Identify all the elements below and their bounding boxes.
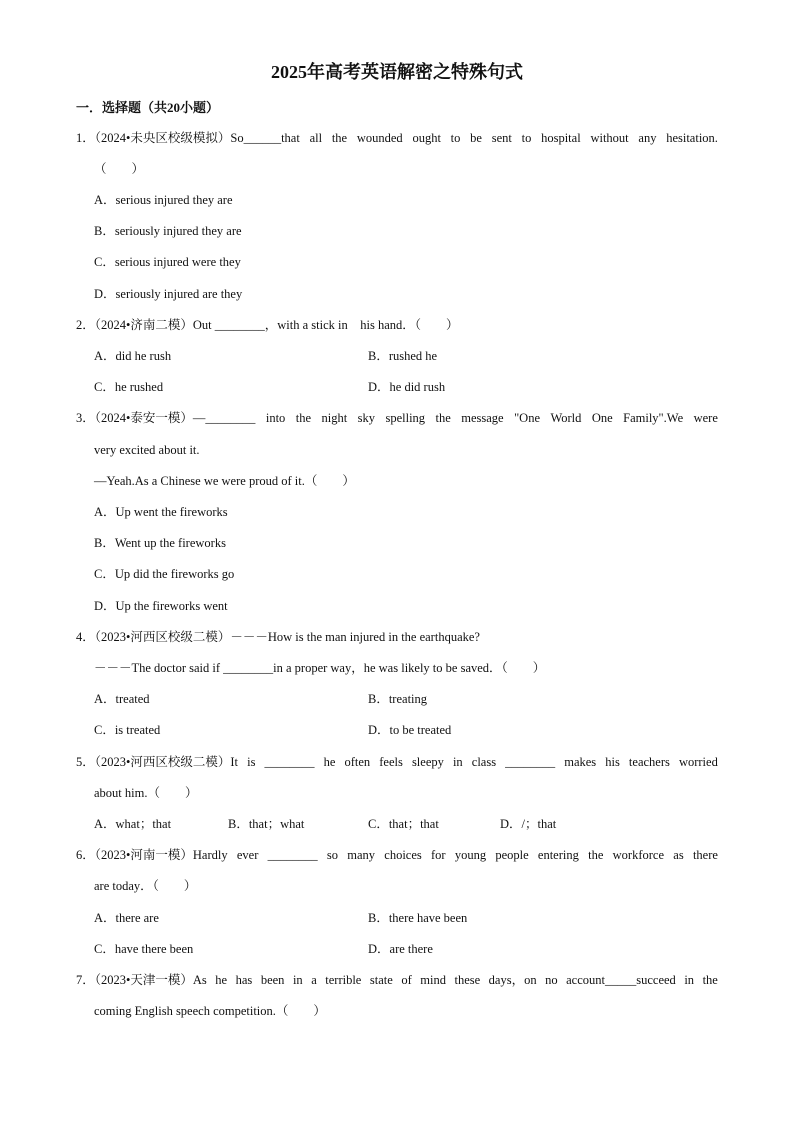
question-3-reply: —Yeah.As a Chinese we were proud of it.（ ） bbox=[94, 474, 355, 488]
question-1-option-d[interactable]: D．seriously injured are they bbox=[94, 287, 243, 301]
question-5-option-b[interactable]: B．that；what bbox=[228, 817, 305, 831]
question-5-stem-continued: about him.（ ） bbox=[94, 786, 198, 800]
question-3-option-d[interactable]: D．Up the fireworks went bbox=[94, 599, 228, 613]
question-2-option-d[interactable]: D．he did rush bbox=[368, 380, 446, 394]
question-1-option-c[interactable]: C．serious injured were they bbox=[94, 255, 241, 269]
question-5-stem: 5．（2023•河西区校级二模）It is ________ he often feels sleepy in class ________ makes his teachers worried bbox=[76, 755, 718, 769]
question-7-stem-continued: coming English speech competition.（ ） bbox=[94, 1004, 326, 1018]
question-3-stem-continued: very excited about it. bbox=[94, 443, 200, 457]
question-1-option-b[interactable]: B．seriously injured they are bbox=[94, 224, 242, 238]
question-2-option-a[interactable]: A．did he rush bbox=[94, 349, 172, 363]
question-6-option-d[interactable]: D．are there bbox=[368, 942, 433, 956]
question-6-option-a[interactable]: A．there are bbox=[94, 911, 159, 925]
question-4-stem: 4．（2023•河西区校级二模）－－－How is the man injured in the earthquake? bbox=[76, 630, 480, 644]
question-3-option-a[interactable]: A．Up went the fireworks bbox=[94, 505, 228, 519]
question-5-option-a[interactable]: A．what；that bbox=[94, 817, 172, 831]
question-6-stem-continued: are today．（ ） bbox=[94, 879, 197, 893]
question-4-option-c[interactable]: C．is treated bbox=[94, 723, 161, 737]
question-1-option-a[interactable]: A．serious injured they are bbox=[94, 193, 233, 207]
question-3-option-c[interactable]: C．Up did the fireworks go bbox=[94, 567, 235, 581]
document-title: 2025年高考英语解密之特殊句式 bbox=[271, 62, 523, 82]
question-5-option-c[interactable]: C．that；that bbox=[368, 817, 439, 831]
question-7-stem: 7．（2023•天津一模）As he has been in a terrible state of mind these days，on no account_____succeed in the bbox=[76, 973, 718, 987]
question-1-stem: 1．（2024•未央区校级模拟）So______that all the wounded ought to be sent to hospital without any hesitation. bbox=[76, 131, 718, 145]
question-4-reply: －－－The doctor said if ________in a proper way，he was likely to be saved．（ ） bbox=[94, 661, 546, 675]
question-6-option-c[interactable]: C．have there been bbox=[94, 942, 194, 956]
question-5-option-d[interactable]: D．/；that bbox=[500, 817, 557, 831]
question-3-option-b[interactable]: B．Went up the fireworks bbox=[94, 536, 226, 550]
question-2-option-b[interactable]: B．rushed he bbox=[368, 349, 438, 363]
question-4-option-d[interactable]: D．to be treated bbox=[368, 723, 452, 737]
question-4-option-b[interactable]: B．treating bbox=[368, 692, 428, 706]
question-6-stem: 6．（2023•河南一模）Hardly ever ________ so many choices for young people entering the workforce as there bbox=[76, 848, 718, 862]
question-2-option-c[interactable]: C．he rushed bbox=[94, 380, 164, 394]
question-1-answer-bracket: （ ） bbox=[94, 162, 145, 176]
question-6-option-b[interactable]: B．there have been bbox=[368, 911, 468, 925]
question-3-stem: 3．（2024•泰安一模）—________ into the night sky spelling the message "One World One Family".We were bbox=[76, 411, 718, 425]
section-heading: 一．选择题（共20小题） bbox=[76, 100, 220, 115]
question-4-option-a[interactable]: A．treated bbox=[94, 692, 150, 706]
question-2-stem: 2．（2024•济南二模）Out ________，with a stick in his hand．（ ） bbox=[76, 318, 459, 332]
